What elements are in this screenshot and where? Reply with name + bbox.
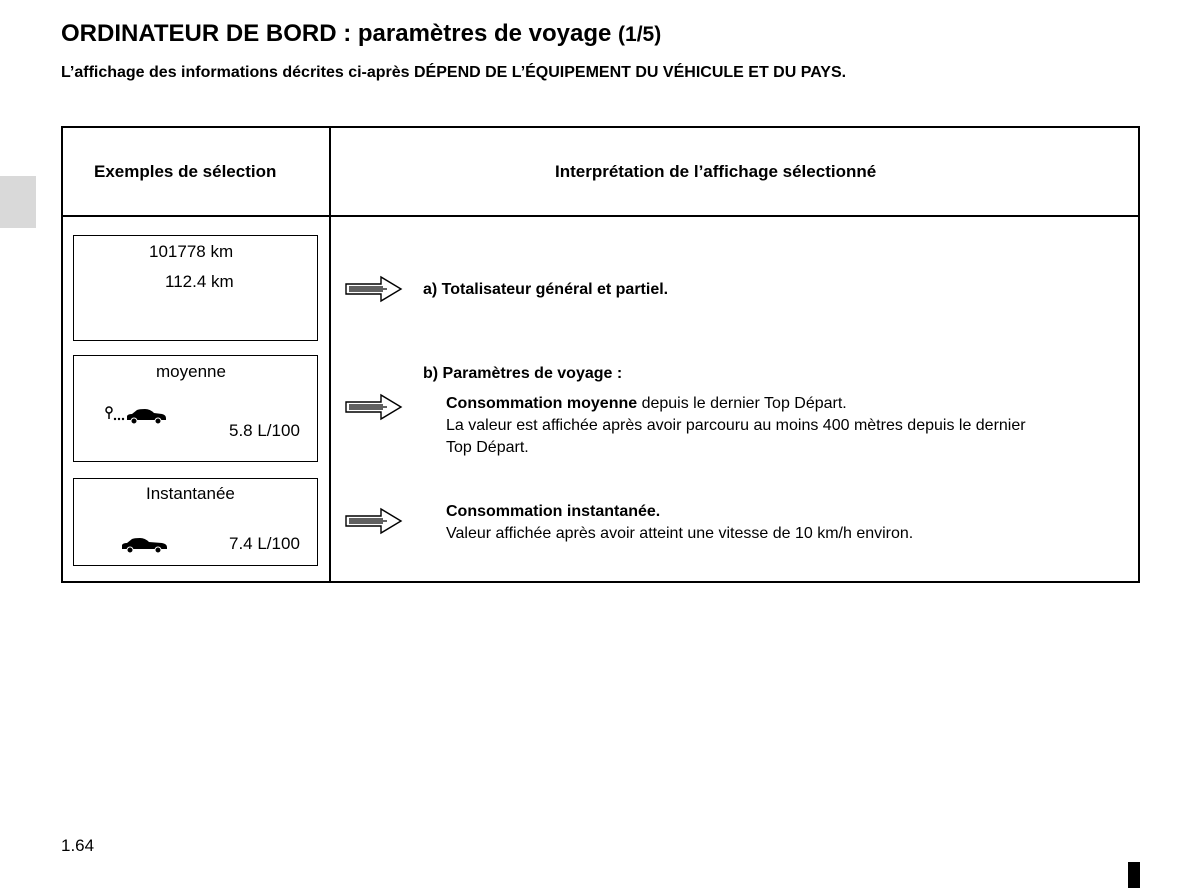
instant-description (446, 501, 913, 545)
average-label: moyenne (156, 362, 226, 381)
average-consumption-value: 5.8 L/100 (229, 421, 300, 440)
arrow-icon (345, 393, 403, 421)
example-display-average (73, 355, 318, 462)
arrow-icon (345, 507, 403, 535)
page-indicator: (1/5) (618, 23, 662, 46)
column-header-interpretation: Interprétation de l’affichage sélectionné (555, 162, 877, 181)
average-title: Consommation moyenne (446, 395, 638, 412)
table-header-divider (61, 215, 1140, 217)
instant-desc-line2: Valeur affichée après avoir atteint une vitesse de 10 km/h environ. (446, 525, 914, 542)
instant-label: Instantanée (146, 484, 235, 503)
trip-parameters-heading: b) Paramètres de voyage : (423, 365, 623, 382)
odometer-description: a) Totalisateur général et partiel. (423, 281, 669, 298)
example-display-odometer (73, 235, 318, 341)
page-subtitle: L’affichage des informations décrites ci-après DÉPEND DE L’ÉQUIPEMENT DU VÉHICULE ET DU PAYS. (61, 64, 847, 81)
table-column-divider (329, 126, 331, 583)
average-desc-line2: La valeur est affichée après avoir parcouru au moins 400 mètres depuis le dernier (446, 417, 1026, 434)
average-description (446, 393, 1026, 459)
car-icon (120, 533, 170, 555)
page-title-text: ORDINATEUR DE BORD : paramètres de voyage (61, 20, 612, 47)
average-desc-line1: depuis le dernier Top Départ. (637, 395, 847, 412)
trip-distance: 112.4 km (165, 272, 234, 291)
page-number: 1.64 (61, 836, 95, 855)
average-desc-line3: Top Départ. (446, 439, 529, 456)
total-distance: 101778 km (149, 242, 234, 261)
column-header-examples: Exemples de sélection (94, 162, 277, 181)
page-corner-mark (1128, 862, 1140, 888)
instant-title: Consommation instantanée. (446, 503, 661, 520)
section-tab (0, 176, 36, 228)
arrow-icon (345, 275, 403, 303)
page-title (61, 20, 661, 48)
example-display-instant (73, 478, 318, 566)
trip-car-icon (104, 404, 170, 426)
instant-consumption-value: 7.4 L/100 (229, 534, 300, 553)
